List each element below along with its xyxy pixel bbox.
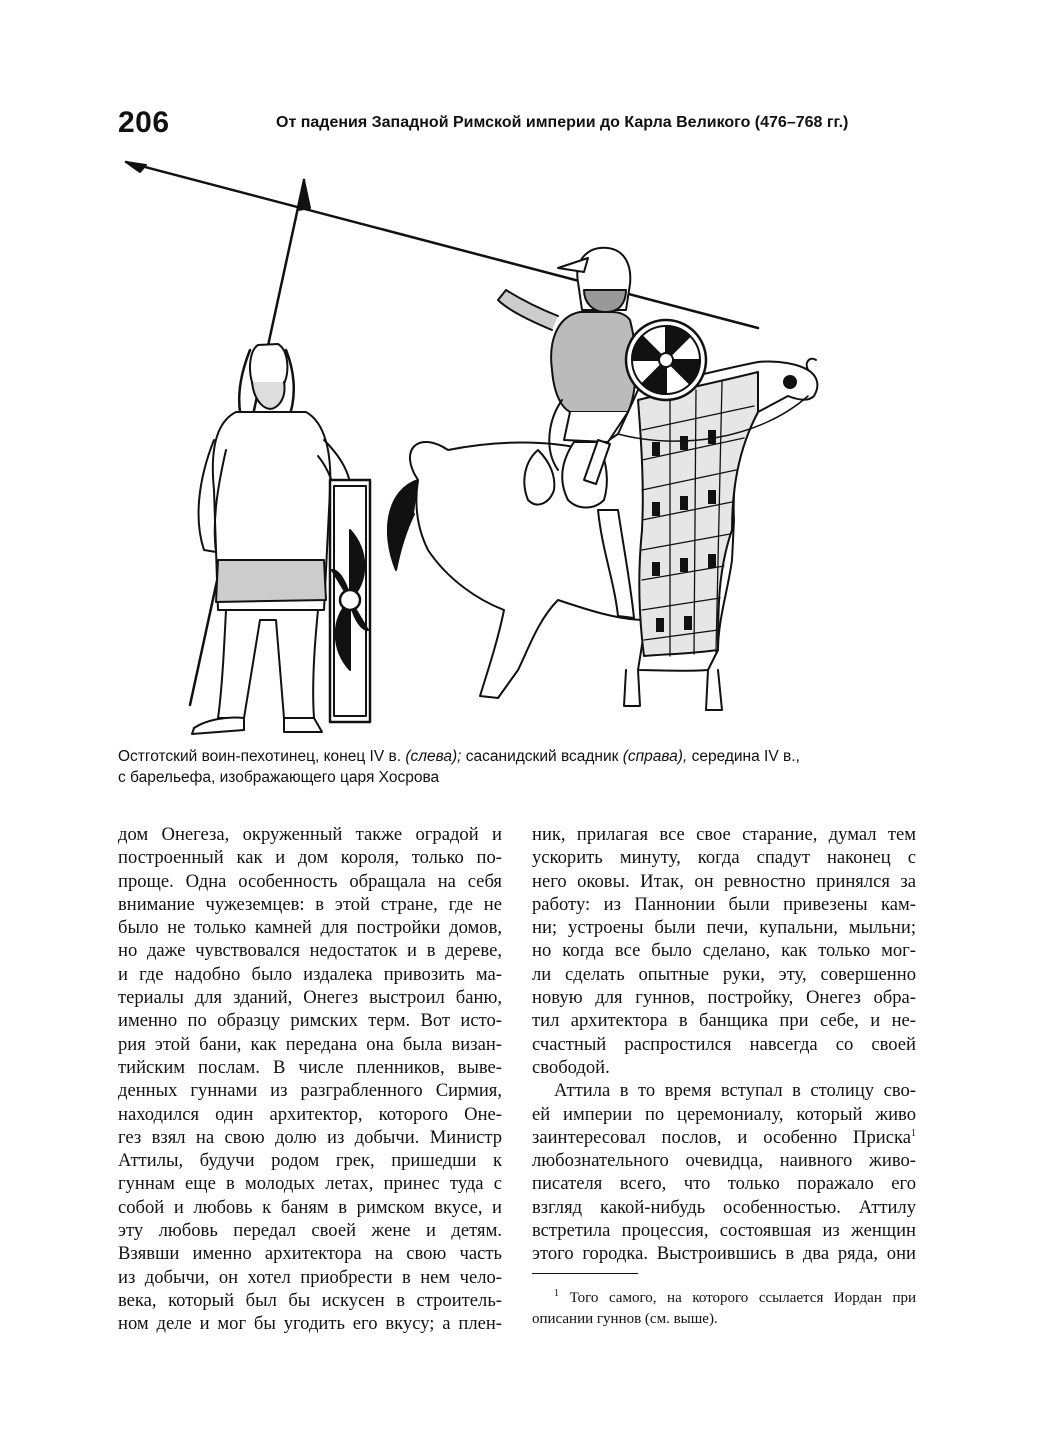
footnote-line <box>532 1288 916 1309</box>
text-line: было не только камней для постройки домов, <box>118 917 502 939</box>
caption-text: Остготский воин-пехотинец, конец IV в. <box>118 748 402 765</box>
text-line: ник, прилагая все свое старание, думал тем <box>532 824 916 845</box>
footnote-line: описании гуннов (см. выше). <box>532 1311 718 1327</box>
text-line: но даже чувствовался недостаток и в дереве, <box>118 940 502 962</box>
text-line: и где надобно было издалека привозить ма- <box>118 963 502 985</box>
text-line: ни; устроены были печи, купальни, мыльни; <box>532 917 916 939</box>
text-line: любознательного очевидца, наивного живо- <box>532 1150 916 1172</box>
caption-text: середина IV в., <box>691 748 800 765</box>
caption-text: сасанидский всадник <box>465 748 619 765</box>
text-line: из добычи, он хотел приобрести в нем чело- <box>118 1266 502 1288</box>
text-line: тийским послам. В числе пленников, выве- <box>118 1056 502 1078</box>
text-line: но когда все было сделано, как только мог- <box>532 940 916 962</box>
footnote-text: Того самого, на которого ссылается Иордан при <box>569 1290 916 1306</box>
caption-italic: (слева); <box>405 748 462 765</box>
text-line: ном деле и мог бы угодить его вкусу; а плен- <box>118 1313 502 1335</box>
text-line: именно по образцу римских терм. Вот исто- <box>118 1010 502 1032</box>
text-line: находился один архитектор, которого Оне- <box>118 1103 502 1125</box>
text-line: дом Онегеза, окруженный также оградой и <box>118 824 502 845</box>
figure-caption <box>118 746 918 788</box>
text-line: взгляд какой-нибудь особенностью. Аттилу <box>532 1196 916 1218</box>
text-line: этого городка. Выстроившись в два ряда, они <box>532 1243 916 1265</box>
text-line: Аттилы, будучи родом грек, пришедши к <box>118 1150 502 1172</box>
text-line: свободой. <box>532 1056 610 1078</box>
page-number: 206 <box>118 106 170 139</box>
text-line: него оковы. Итак, он ревностно принялся за <box>532 870 916 892</box>
footnote <box>532 1288 916 1330</box>
text-line: ускорить минуту, когда спадут наконец с <box>532 847 916 869</box>
text-line: собой и любовь к баням в римском вкусе, и <box>118 1196 502 1218</box>
footnote-reference[interactable]: 1 <box>911 1127 916 1139</box>
text-fragment: заинтересовал послов, и особенно Приска <box>532 1126 911 1148</box>
text-line: работу: из Паннонии были привезены кам- <box>532 893 916 915</box>
text-column-left <box>118 823 502 1336</box>
text-line: счастный распростился навсегда со своей <box>532 1033 916 1055</box>
running-title: От падения Западной Римской империи до Карла Великого (476–768 гг.) <box>276 114 849 131</box>
footnote-divider <box>532 1273 638 1274</box>
text-line: тил архитектора в банщика при себе, и не- <box>532 1010 916 1032</box>
text-line: териалы для зданий, Онегез выстроил баню, <box>118 987 502 1009</box>
illustration-warriors <box>118 150 918 735</box>
text-line: денных гуннами из разграбленного Сирмия, <box>118 1080 502 1102</box>
text-line: эту любовь передал своей жене и детям. <box>118 1220 502 1242</box>
text-line: века, который был бы искусен в строитель- <box>118 1289 502 1311</box>
text-column-right <box>532 823 916 1266</box>
warriors-drawing <box>118 150 918 735</box>
text-line: ли сделать опытные руки, эту, совершенно <box>532 963 916 985</box>
text-line: рия этой бани, как передана она была визан- <box>118 1033 502 1055</box>
text-line: внимание чужеземцев: в этой стране, где не <box>118 893 502 915</box>
text-line: построенный как и дом короля, только по- <box>118 847 502 869</box>
text-line: встретила процессия, состоявшая из женщин <box>532 1220 916 1242</box>
text-line: Взявши именно архитектора на свою часть <box>118 1243 502 1265</box>
caption-italic: (справа), <box>622 748 688 765</box>
caption-line-1 <box>118 746 918 767</box>
text-line: гуннам еще в молодых летах, принес туда с <box>118 1173 502 1195</box>
text-line-with-footnote-ref <box>532 1126 916 1149</box>
text-line: ей империи по церемониалу, который живо <box>532 1103 916 1125</box>
footnote-marker: 1 <box>554 1288 559 1299</box>
text-line: гез взял на свою долю из добычи. Министр <box>118 1126 502 1148</box>
text-line: проще. Одна особенность обращала на себя <box>118 870 502 892</box>
caption-line-2: с барельефа, изображающего царя Хосрова <box>118 769 440 786</box>
text-line: писателя всего, что только поражало его <box>532 1173 916 1195</box>
text-line: Аттила в то время вступал в столицу сво- <box>554 1080 916 1102</box>
text-line: новую для гуннов, постройку, Онегез обра- <box>532 987 916 1009</box>
